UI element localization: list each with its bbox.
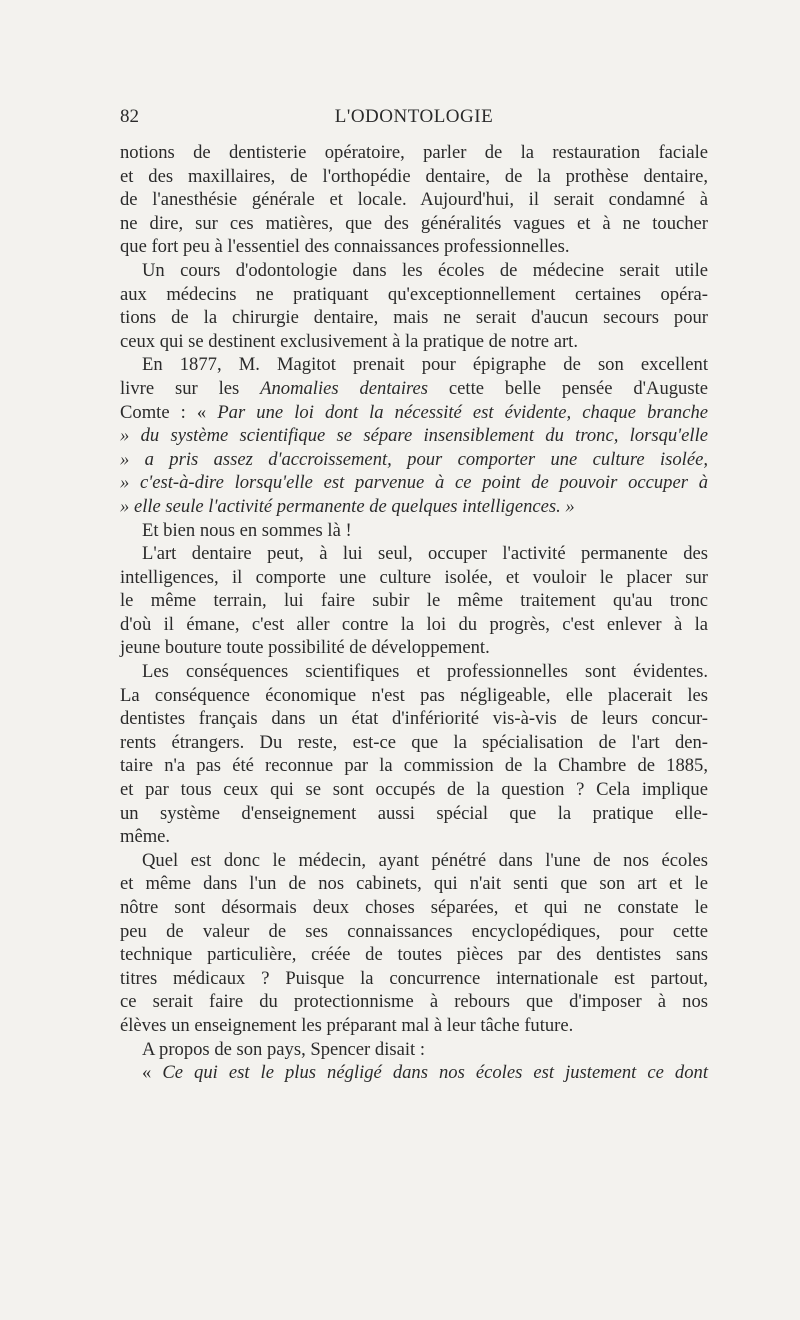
running-title: L'ODONTOLOGIE bbox=[334, 106, 494, 127]
text-line bbox=[120, 377, 708, 401]
text-line: En 1877, M. Magitot prenait pour épigraphe de son excellent bbox=[142, 354, 708, 376]
quotation-line: » du système scientifique se sépare insensiblement du tronc, lorsqu'elle bbox=[120, 425, 708, 447]
text-line: peu de valeur de ses connaissances encyclopédiques, pour cette bbox=[120, 920, 708, 942]
text-line: Quel est donc le médecin, ayant pénétré dans l'une de nos écoles bbox=[142, 849, 708, 871]
text-line: dentistes français dans un état d'infériorité vis-à-vis de leurs concur- bbox=[120, 708, 708, 730]
text-line: et des maxillaires, de l'orthopédie dentaire, de la prothèse dentaire, bbox=[120, 165, 708, 187]
text-line: titres médicaux ? Puisque la concurrence internationale est partout, bbox=[120, 967, 708, 989]
text-line bbox=[120, 401, 708, 425]
book-title: Anomalies dentaires bbox=[260, 377, 429, 399]
text-line: ce serait faire du protectionnisme à rebours que d'imposer à nos bbox=[120, 991, 708, 1013]
text-run: livre sur les bbox=[120, 377, 240, 399]
text-line: ceux qui se destinent exclusivement à la pratique de notre art. bbox=[120, 330, 578, 352]
quotation-text: Par une loi dont la nécessité est évidente, chaque branche bbox=[217, 401, 708, 423]
text-line: rents étrangers. Du reste, est-ce que la spécialisation de l'art den- bbox=[120, 731, 708, 753]
text-line: A propos de son pays, Spencer disait : bbox=[142, 1038, 426, 1060]
text-line: tions de la chirurgie dentaire, mais ne serait d'aucun secours pour bbox=[120, 307, 708, 329]
text-line bbox=[120, 1061, 708, 1085]
text-line: élèves un enseignement les préparant mal à leur tâche future. bbox=[120, 1014, 574, 1036]
page-number: 82 bbox=[120, 106, 139, 127]
text-line: et même dans l'un de nos cabinets, qui n'ait senti que son art et le bbox=[120, 873, 708, 895]
text-line: nôtre sont désormais deux choses séparées, et qui ne constate le bbox=[120, 897, 708, 918]
text-line: que fort peu à l'essentiel des connaissances professionnelles. bbox=[120, 236, 570, 258]
text-line: le même terrain, lui faire subir le même traitement qu'au tronc bbox=[120, 590, 708, 612]
text-run: Comte : « bbox=[120, 401, 207, 423]
text-line: intelligences, il comporte une culture isolée, et vouloir le placer sur bbox=[120, 566, 708, 588]
text-line: d'où il émane, c'est aller contre la loi du progrès, c'est enlever à la bbox=[120, 613, 708, 635]
text-line: même. bbox=[120, 826, 171, 848]
text-run: cette belle pensée d'Auguste bbox=[448, 377, 709, 399]
quotation-line: » elle seule l'activité permanente de quelques intelligences. » bbox=[120, 495, 575, 517]
text-line: jeune bouture toute possibilité de développement. bbox=[120, 637, 490, 659]
text-line: ne dire, sur ces matières, que des généralités vagues et à ne toucher bbox=[120, 212, 708, 234]
text-line: La conséquence économique n'est pas négligeable, elle placerait les bbox=[120, 684, 708, 706]
text-line: et par tous ceux qui se sont occupés de la question ? Cela implique bbox=[120, 779, 708, 801]
text-line: taire n'a pas été reconnue par la commission de la Chambre de 1885, bbox=[120, 755, 708, 777]
text-line: aux médecins ne pratiquant qu'exceptionnellement certaines opéra- bbox=[120, 283, 708, 305]
page-header bbox=[120, 106, 708, 136]
text-line: L'art dentaire peut, à lui seul, occuper l'activité permanente des bbox=[142, 543, 708, 565]
text-line: un système d'enseignement aussi spécial que la pratique elle- bbox=[120, 802, 708, 824]
text-line: technique particulière, créée de toutes pièces par des dentistes sans bbox=[120, 944, 708, 966]
text-line: notions de dentisterie opératoire, parler de la restauration faciale bbox=[120, 142, 708, 163]
text-line: Et bien nous en sommes là ! bbox=[142, 519, 352, 541]
text-run: « bbox=[142, 1062, 152, 1084]
quotation-line: » c'est-à-dire lorsqu'elle est parvenue à ce point de pouvoir occuper à bbox=[120, 472, 708, 494]
text-line: de l'anesthésie générale et locale. Aujourd'hui, il serait condamné à bbox=[120, 189, 708, 211]
body-text bbox=[120, 141, 708, 1085]
quotation-line: » a pris assez d'accroissement, pour comporter une culture isolée, bbox=[120, 448, 708, 470]
text-line: Un cours d'odontologie dans les écoles de médecine serait utile bbox=[142, 259, 708, 281]
text-line: Les conséquences scientifiques et professionnelles sont évidentes. bbox=[142, 661, 708, 683]
quotation-text: Ce qui est le plus négligé dans nos écoles est justement ce dont bbox=[162, 1062, 708, 1084]
